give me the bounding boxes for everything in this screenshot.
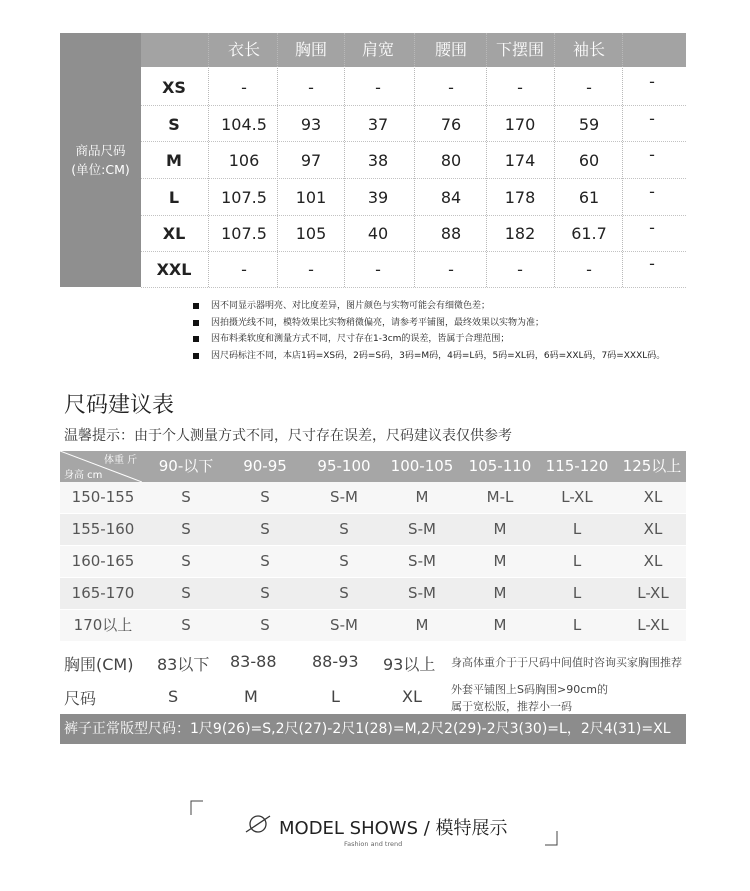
size-m: M bbox=[166, 151, 182, 170]
rec-cell: L bbox=[572, 520, 582, 538]
table-cell: - bbox=[517, 260, 523, 279]
table-cell: - bbox=[586, 260, 592, 279]
side-label-title: 商品尺码 bbox=[75, 143, 126, 158]
rec-cell: M bbox=[493, 584, 507, 602]
table-cell: 61.7 bbox=[571, 224, 607, 243]
height-label: 165-170 bbox=[71, 584, 135, 602]
rec-cell: M bbox=[493, 552, 507, 570]
recommendation-title: 尺码建议表 bbox=[64, 393, 175, 418]
size-label: 尺码 bbox=[64, 689, 97, 708]
rec-cell: XL bbox=[643, 520, 663, 538]
rec-cell: S bbox=[339, 520, 349, 538]
rec-cell: S-M bbox=[408, 584, 436, 602]
header-waist: 腰围 bbox=[434, 40, 467, 59]
rec-cell: XL bbox=[643, 488, 663, 506]
table-cell: - bbox=[448, 78, 454, 97]
weight-header: 90-95 bbox=[243, 457, 287, 475]
bust-value: 83-88 bbox=[230, 652, 277, 671]
rec-cell: M bbox=[415, 488, 429, 506]
table-cell: - bbox=[649, 182, 655, 201]
rec-cell: S bbox=[260, 552, 270, 570]
table-cell: 93 bbox=[300, 115, 322, 134]
table-cell: - bbox=[649, 109, 655, 128]
table-cell: - bbox=[649, 72, 655, 91]
height-label: 155-160 bbox=[71, 520, 135, 538]
rec-cell: S-M bbox=[330, 488, 358, 506]
corner-bracket-icon bbox=[190, 800, 204, 816]
header-shoulder: 肩宽 bbox=[361, 40, 394, 59]
bust-value: 83以下 bbox=[157, 655, 210, 674]
note-item: 因不同显示器明亮、对比度差异，图片颜色与实物可能会有细微色差； bbox=[193, 298, 665, 315]
note-item: 因拍摄光线不同，模特效果比实物稍微偏亮，请参考平铺图，最终效果以实物为准； bbox=[193, 315, 665, 332]
table-cell: 174 bbox=[504, 151, 536, 170]
header-bust: 胸围 bbox=[294, 40, 327, 59]
rec-cell: S bbox=[181, 552, 191, 570]
rec-cell: L bbox=[572, 616, 582, 634]
header-length: 衣长 bbox=[227, 40, 260, 59]
slashed-circle-icon bbox=[244, 814, 272, 834]
notes-list bbox=[193, 298, 665, 364]
fashion-subtitle: Fashion and trend bbox=[344, 840, 403, 848]
table-cell: 107.5 bbox=[221, 224, 267, 243]
table-cell: 104.5 bbox=[221, 115, 267, 134]
table-cell: 40 bbox=[367, 224, 389, 243]
weight-header: 95-100 bbox=[317, 457, 371, 475]
table-cell: 101 bbox=[295, 188, 327, 207]
side-label-unit: (单位:CM) bbox=[71, 162, 130, 177]
rec-cell: M bbox=[493, 520, 507, 538]
size-xs: XS bbox=[162, 78, 186, 97]
height-label: 150-155 bbox=[71, 488, 135, 506]
rec-cell: S-M bbox=[330, 616, 358, 634]
table-cell: - bbox=[586, 78, 592, 97]
weight-header: 115-120 bbox=[545, 457, 609, 475]
table-cell: 37 bbox=[367, 115, 389, 134]
model-shows-title: MODEL SHOWS / 模特展示 bbox=[279, 818, 508, 839]
corner-height-label: 身高 cm bbox=[64, 470, 103, 481]
size-note-line: 外套平铺图上S码胸围>90cm的 bbox=[451, 683, 608, 696]
size-note bbox=[451, 681, 608, 715]
size-note-line: 属于宽松版，推荐小一码 bbox=[451, 700, 572, 713]
table-cell: - bbox=[649, 145, 655, 164]
height-label: 170以上 bbox=[73, 616, 133, 634]
pants-size-bar: 裤子正常版型尺码：1尺9(26)=S,2尺(27)-2尺1(28)=M,2尺2(29)-2尺3(30)=L，2尺4(31)=XL bbox=[60, 714, 686, 744]
table-cell: 61 bbox=[578, 188, 600, 207]
size-s: S bbox=[168, 115, 180, 134]
size-value: M bbox=[244, 687, 258, 706]
rec-cell: S-M bbox=[408, 520, 436, 538]
bust-value: 88-93 bbox=[312, 652, 359, 671]
table-cell: - bbox=[649, 254, 655, 273]
height-label: 160-165 bbox=[71, 552, 135, 570]
table-cell: - bbox=[375, 260, 381, 279]
note-item: 因布料柔软度和测量方式不同，尺寸存在1-3cm的误差，皆属于合理范围； bbox=[193, 331, 665, 348]
rec-cell: S-M bbox=[408, 552, 436, 570]
size-value: L bbox=[331, 687, 340, 706]
table-cell: 80 bbox=[440, 151, 462, 170]
rec-cell: S bbox=[181, 584, 191, 602]
table-cell: 59 bbox=[578, 115, 600, 134]
table-cell: - bbox=[241, 78, 247, 97]
table-cell: 38 bbox=[367, 151, 389, 170]
table-cell: 182 bbox=[504, 224, 536, 243]
size-value: XL bbox=[402, 687, 422, 706]
note-item: 因尺码标注不同，本店1码=XS码，2码=S码，3码=M码，4码=L码，5码=XL码，6码=XXL码，7码=XXXL码。 bbox=[193, 348, 665, 365]
bust-label: 胸围(CM) bbox=[64, 655, 134, 674]
rec-cell: M bbox=[415, 616, 429, 634]
rec-cell: S bbox=[260, 488, 270, 506]
size-xxl: XXL bbox=[156, 260, 192, 279]
table-cell: 105 bbox=[295, 224, 327, 243]
size-table-side-label bbox=[60, 33, 141, 287]
weight-header: 125以上 bbox=[622, 457, 682, 475]
weight-header: 90-以下 bbox=[158, 457, 214, 475]
table-cell: 106 bbox=[228, 151, 260, 170]
rec-cell: L bbox=[572, 552, 582, 570]
recommendation-tip: 温馨提示：由于个人测量方式不同，尺寸存在误差，尺码建议表仅供参考 bbox=[64, 428, 512, 444]
weight-header: 105-110 bbox=[468, 457, 532, 475]
corner-weight-label: 体重 斤 bbox=[104, 455, 138, 466]
rec-cell: XL bbox=[643, 552, 663, 570]
table-cell: - bbox=[375, 78, 381, 97]
table-cell: - bbox=[308, 260, 314, 279]
rec-cell: L-XL bbox=[637, 616, 669, 634]
rec-cell: S bbox=[181, 488, 191, 506]
table-cell: - bbox=[649, 218, 655, 237]
rec-cell: S bbox=[181, 520, 191, 538]
rec-cell: S bbox=[260, 616, 270, 634]
rec-cell: M-L bbox=[486, 488, 514, 506]
table-cell: 170 bbox=[504, 115, 536, 134]
grid-line bbox=[208, 33, 209, 287]
table-cell: - bbox=[308, 78, 314, 97]
table-cell: - bbox=[517, 78, 523, 97]
table-cell: 60 bbox=[578, 151, 600, 170]
grid-line bbox=[414, 33, 415, 287]
header-sleeve: 袖长 bbox=[572, 40, 605, 59]
size-value: S bbox=[168, 687, 179, 706]
rec-cell: L-XL bbox=[561, 488, 593, 506]
header-hem: 下摆围 bbox=[495, 40, 544, 59]
rec-cell: S bbox=[339, 552, 349, 570]
table-cell: 107.5 bbox=[221, 188, 267, 207]
size-xl: XL bbox=[162, 224, 186, 243]
grid-line bbox=[622, 33, 623, 287]
rec-cell: S bbox=[339, 584, 349, 602]
bust-value: 93以上 bbox=[383, 655, 436, 674]
table-cell: 39 bbox=[367, 188, 389, 207]
table-cell: - bbox=[241, 260, 247, 279]
rec-cell: S bbox=[260, 520, 270, 538]
rec-cell: S bbox=[181, 616, 191, 634]
table-cell: 97 bbox=[300, 151, 322, 170]
table-cell: 178 bbox=[504, 188, 536, 207]
grid-line bbox=[554, 33, 555, 287]
weight-header: 100-105 bbox=[390, 457, 454, 475]
rec-cell: M bbox=[493, 616, 507, 634]
table-cell: 76 bbox=[440, 115, 462, 134]
rec-cell: S bbox=[260, 584, 270, 602]
size-l: L bbox=[168, 188, 180, 207]
rec-cell: L bbox=[572, 584, 582, 602]
table-cell: 88 bbox=[440, 224, 462, 243]
rec-cell: L-XL bbox=[637, 584, 669, 602]
table-cell: - bbox=[448, 260, 454, 279]
corner-bracket-icon bbox=[544, 830, 558, 846]
table-cell: 84 bbox=[440, 188, 462, 207]
bust-note: 身高体重介于于尺码中间值时咨询买家胸围推荐 bbox=[451, 656, 682, 669]
